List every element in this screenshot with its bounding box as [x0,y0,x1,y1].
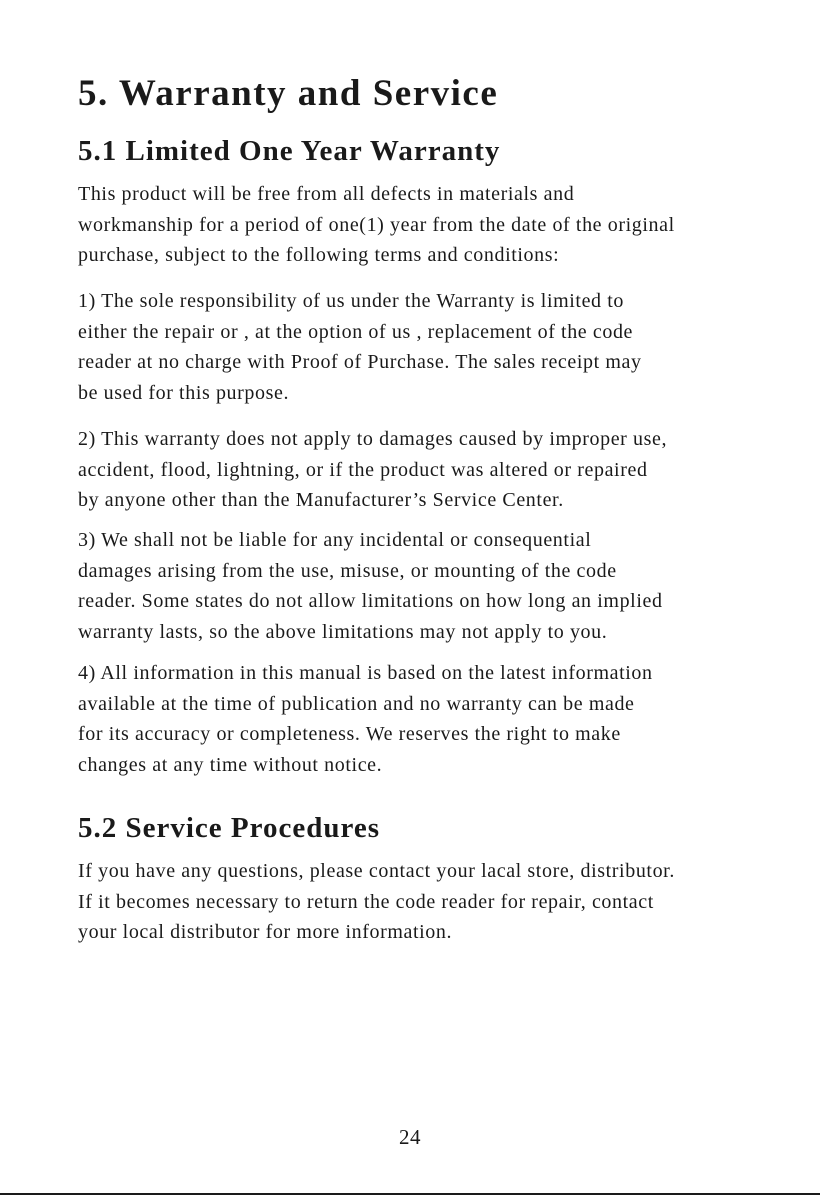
text-line: reader. Some states do not allow limitations on how long an implied [78,590,663,612]
warranty-term-3 [78,525,663,647]
text-line: changes at any time without notice. [78,753,383,776]
text-line: If you have any questions, please contact your lacal store, distributor. [78,860,675,882]
text-line: for its accuracy or completeness. We reserves the right to make [78,723,621,745]
text-line: your local distributor for more information. [78,921,453,943]
text-line: 1) The sole responsibility of us under the Warranty is limited to [78,290,625,312]
text-line: be used for this purpose. [78,381,290,404]
text-line: purchase, subject to the following terms and conditions: [78,244,560,266]
text-line: 3) We shall not be liable for any incidental or consequential [78,529,592,551]
text-line: If it becomes necessary to return the code reader for repair, contact [78,890,654,913]
service-paragraph [78,856,675,948]
text-line: accident, flood, lightning, or if the product was altered or repaired [78,458,648,481]
text-line: 4) All information in this manual is based on the latest information [78,662,653,684]
warranty-term-4 [78,658,653,780]
text-line: by anyone other than the Manufacturer’s Service Center. [78,489,564,511]
text-line: 2) This warranty does not apply to damages caused by improper use, [78,428,668,450]
text-line: available at the time of publication and no warranty can be made [78,692,635,715]
text-line: warranty lasts, so the above limitations may not apply to you. [78,620,608,643]
page-number: 24 [399,1125,421,1149]
text-line: either the repair or , at the option of us , replacement of the code [78,320,634,343]
warranty-term-2 [78,424,667,516]
text-line: reader at no charge with Proof of Purchase. The sales receipt may [78,351,642,373]
section-title-warranty: 5.1 Limited One Year Warranty [78,135,501,167]
chapter-title: 5. Warranty and Service [78,73,499,114]
warranty-term-1 [78,286,642,408]
section-title-service: 5.2 Service Procedures [78,812,380,844]
text-line: damages arising from the use, misuse, or mounting of the code [78,559,617,582]
warranty-intro-paragraph [78,179,675,271]
text-line: This product will be free from all defects in materials and [78,183,575,205]
text-line: workmanship for a period of one(1) year from the date of the original [78,213,675,236]
page-bottom-divider [0,1193,820,1195]
